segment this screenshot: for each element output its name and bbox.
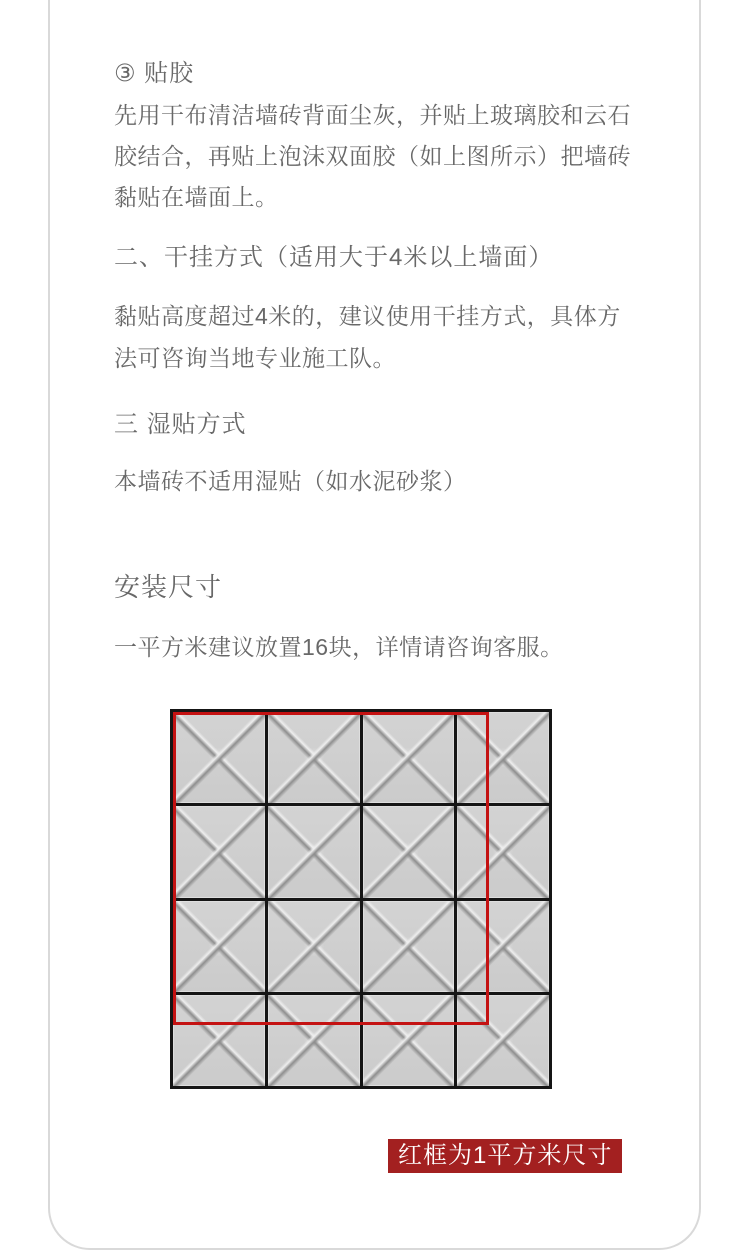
tile (457, 712, 549, 803)
section-dry-hang-line-2: 法可咨询当地专业施工队。 (114, 345, 396, 371)
tile (457, 901, 549, 992)
tile (363, 712, 455, 803)
section-wet-paste-line-1: 本墙砖不适用湿贴（如水泥砂浆） (114, 468, 467, 494)
tile (457, 995, 549, 1086)
section-install-size-line-1: 一平方米建议放置16块，详情请咨询客服。 (114, 634, 564, 660)
section-dry-hang-heading: 二、干挂方式（适用大于4米以上墙面） (114, 244, 554, 271)
tile (457, 806, 549, 897)
red-frame-caption-badge: 红框为1平方米尺寸 (388, 1139, 622, 1173)
tile (268, 995, 360, 1086)
section-glue-heading: ③ 贴胶 (114, 60, 195, 87)
section-wet-paste-heading: 三 湿贴方式 (114, 411, 247, 438)
tile (268, 806, 360, 897)
section-install-size-heading: 安装尺寸 (114, 572, 223, 602)
tile (173, 901, 265, 992)
tile (363, 806, 455, 897)
tile (268, 712, 360, 803)
section-glue-line-2: 胶结合，再贴上泡沫双面胶（如上图所示）把墙砖 (114, 143, 631, 169)
tile (173, 806, 265, 897)
tile (173, 995, 265, 1086)
section-dry-hang-line-1: 黏贴高度超过4米的，建议使用干挂方式，具体方 (114, 303, 621, 329)
tile (268, 901, 360, 992)
tile (173, 712, 265, 803)
tile (363, 901, 455, 992)
tile-layout-diagram (170, 709, 552, 1089)
section-glue-line-1: 先用干布清洁墙砖背面尘灰，并贴上玻璃胶和云石 (114, 102, 631, 128)
tile (363, 995, 455, 1086)
section-glue-line-3: 黏贴在墙面上。 (114, 184, 279, 210)
